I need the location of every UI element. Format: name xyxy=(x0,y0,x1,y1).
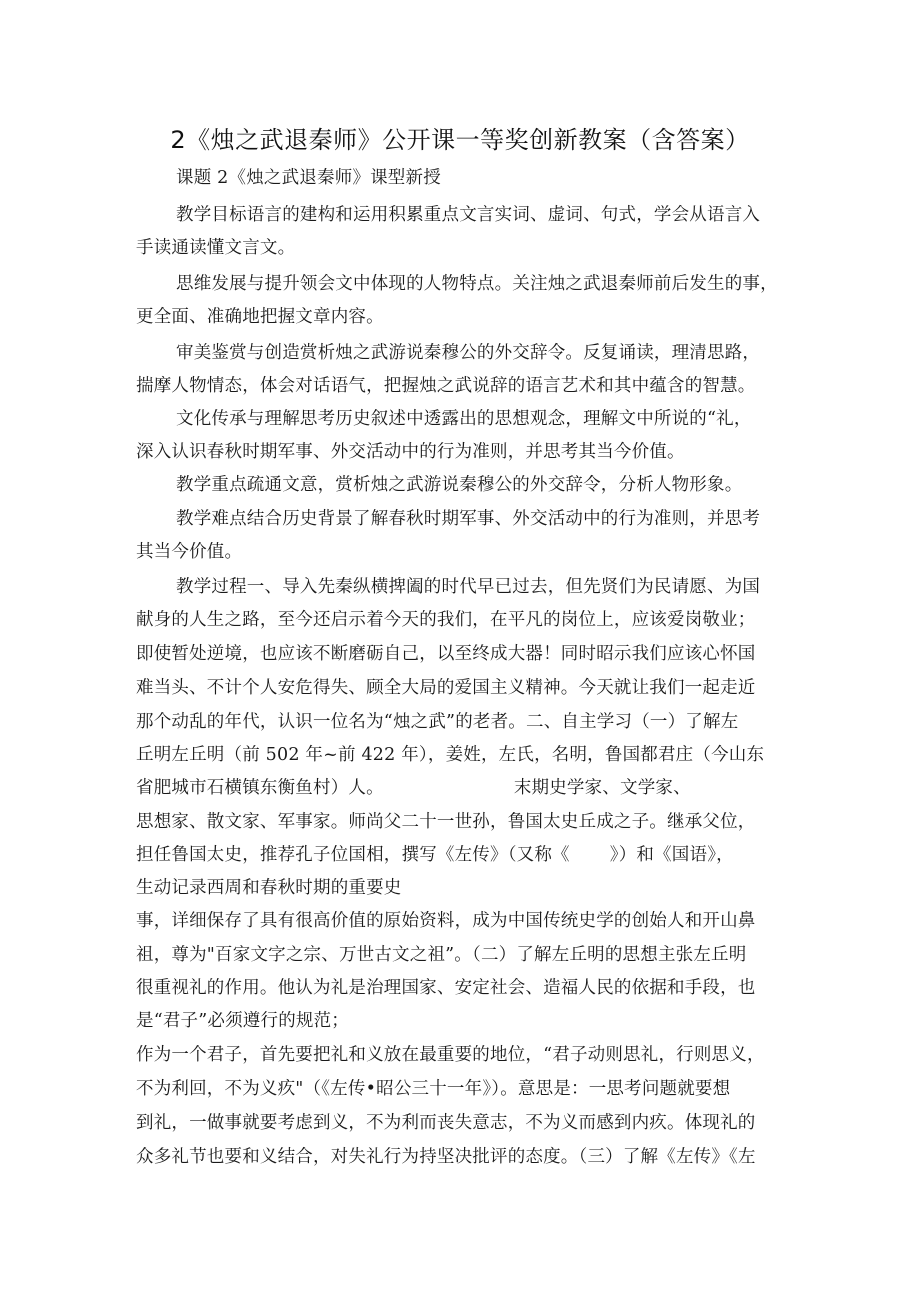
text-line: 教学难点结合历史背景了解春秋时期军事、外交活动中的行为准则，并思考 xyxy=(176,509,761,529)
text-line: 教学重点疏通文意，赏析烛之武游说秦穆公的外交辞令，分析人物形象。 xyxy=(176,475,743,495)
text-line: 教学目标语言的建构和运用积累重点文言实词、虚词、句式，学会从语言入 xyxy=(176,205,761,225)
text-line: 文化传承与理解思考历史叙述中透露出的思想观念，理解文中所说的“礼， xyxy=(176,409,752,429)
text-line: 思维发展与提升领会文中体现的人物特点。关注烛之武退秦师前后发生的事， xyxy=(176,274,778,294)
text-line xyxy=(136,776,691,800)
text-line: 丘明左丘明（前 502 年~前 422 年），姜姓，左氏，名明，鲁国都君庄（今山东 xyxy=(136,745,765,765)
text-line: 祖，尊为"百家文字之宗、万世古文之祖”。（二）了解左丘明的思想主张左丘明 xyxy=(136,945,747,965)
text-line: 是“君子”必须遵行的规范； xyxy=(136,1011,349,1031)
text-line: 生动记录西周和春秋时期的重要史 xyxy=(136,878,402,898)
text-line: 其当今价值。 xyxy=(136,542,243,562)
text-line xyxy=(136,843,734,867)
text-line: 作为一个君子，首先要把礼和义放在最重要的地位，“君子动则思礼，行则思义， xyxy=(136,1045,765,1065)
text-line: 课题 2《烛之武退秦师》课型新授 xyxy=(176,168,441,188)
text-line: 不为利回，不为义疚"（《左传•昭公三十一年》）。意思是：一思考问题就要想 xyxy=(136,1079,731,1099)
text-line: 那个动乱的年代，认识一位名为“烛之武”的老者。二、自主学习（一）了解左 xyxy=(136,712,739,732)
text-line: 事，详细保存了具有很高价值的原始资料，成为中国传统史学的创始人和开山鼻 xyxy=(136,911,756,931)
text-segment: 末期史学家、文学家、 xyxy=(513,778,691,798)
text-line: 思想家、散文家、军事家。师尚父二十一世孙，鲁国太史丘成之子。继承父位， xyxy=(136,812,756,832)
text-line: 难当头、不计个人安危得失、顾全大局的爱国主义精神。今天就让我们一起走近 xyxy=(136,678,756,698)
text-line: 深入认识春秋时期军事、外交活动中的行为准则，并思考其当今价值。 xyxy=(136,442,685,462)
text-line: 手读通读懂文言文。 xyxy=(136,238,296,258)
document-title: 2《烛之武退秦师》公开课一等奖创新教案（含答案） xyxy=(170,126,750,154)
text-line: 揣摩人物情态，体会对话语气，把握烛之武说辞的语言艺术和其中蕴含的智慧。 xyxy=(136,376,756,396)
text-line: 教学过程一、导入先秦纵横捭阖的时代早已过去，但先贤们为民请愿、为国 xyxy=(176,577,761,597)
text-segment: 省肥城市石横镇东衡鱼村）人。 xyxy=(136,778,384,798)
text-line: 众多礼节也要和义结合，对失礼行为持坚决批评的态度。（三）了解《左传》《左 xyxy=(136,1147,756,1167)
text-line: 即使暂处逆境，也应该不断磨砺自己，以至终成大器！同时昭示我们应该心怀国 xyxy=(136,644,756,664)
text-line: 更全面、准确地把握文章内容。 xyxy=(136,307,384,327)
text-segment: 担任鲁国太史，推荐孔子位国相，撰写《左传》（又称《 xyxy=(136,845,570,865)
text-line: 审美鉴赏与创造赏析烛之武游说秦穆公的外交辞令。反复诵读，理清思路， xyxy=(176,343,761,363)
text-line: 很重视礼的作用。他认为礼是治理国家、安定社会、造福人民的依据和手段，也 xyxy=(136,978,756,998)
text-line: 到礼，一做事就要考虑到义，不为利而丧失意志，不为义而感到内疚。体现礼的 xyxy=(136,1113,756,1133)
text-segment: 》）和《国语》， xyxy=(609,845,734,865)
text-line: 献身的人生之路，至今还启示着今天的我们，在平凡的岗位上，应该爱岗敬业； xyxy=(136,610,756,630)
